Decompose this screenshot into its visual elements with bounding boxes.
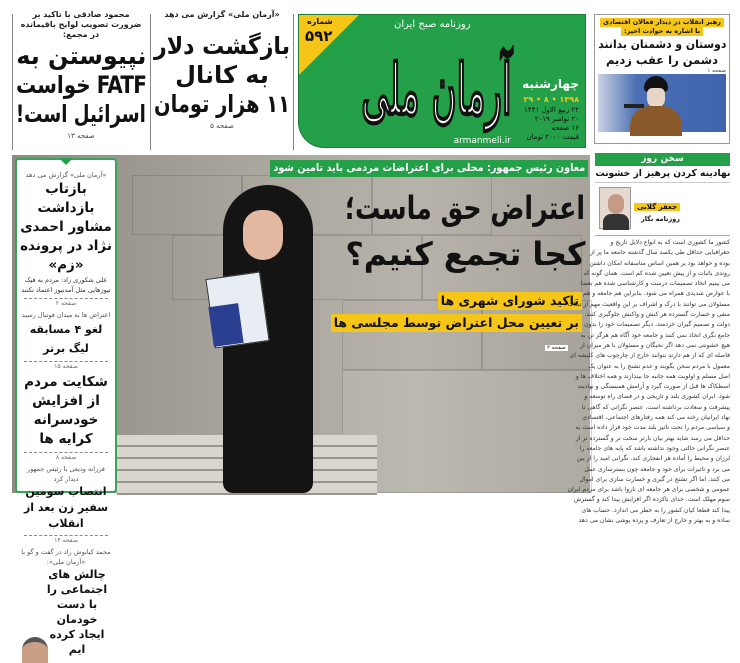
body-line: با عوارض شدیدی همراه می شود. بنابراین هم جامعه و هم xyxy=(583,290,730,298)
body-line: حداقل می رسد شاید بهتر بیان بارتر سخت تر و گسترده تر از xyxy=(575,434,730,442)
body-line: پیدا کند قطعا کیان کشور را به خطر می اندازد. حساب های xyxy=(581,506,730,514)
body-line: عمومی و شخصی برای هر جامعه ای ناروا باشد برای مردم ایران xyxy=(567,486,730,494)
story-headline-line: نپیوستن به xyxy=(15,42,147,70)
price: قیمت ۲۰۰۰ تومان xyxy=(526,133,579,141)
divider xyxy=(150,14,151,150)
body-line: منفی و خسارت گسترده هر کنش و واکنش جلوگیری کنند. xyxy=(584,311,730,319)
sidebar-item[interactable] xyxy=(20,464,112,544)
main-headline-line: کجا تجمع کنیم؟ xyxy=(344,235,586,273)
page-ref: صفحه ۱۴ xyxy=(24,535,108,544)
page-ref: صفحه ۵ xyxy=(210,122,234,130)
body-line: اصل مسلم و اولویت همه جانبه جا بیندازند و همه اختلاف ها و xyxy=(575,372,730,380)
story-headline-line: ۱۱ هزار تومان xyxy=(154,90,290,118)
page-ref: صفحه ۱ xyxy=(707,68,726,74)
body-line: عنصر نگرانی حالتی وجود نداشته باشد که پایه های جامعه را xyxy=(579,444,730,452)
masthead xyxy=(298,14,586,148)
body-line: کشور ما کشوری است که به انواع دلایل تاریخ و xyxy=(610,239,730,246)
story-headline-line: به کانال xyxy=(175,61,269,89)
body-line: می کنند. اما اگر تشنج در گیری و خسارت سازی برای اموال xyxy=(579,475,730,483)
author-name: جعفر گلابی xyxy=(634,203,680,211)
section-header: سخن روز xyxy=(595,153,730,166)
page-ref: صفحه ۱۵ xyxy=(24,361,108,370)
sidebar-sub: علی شکوری راد: مردم به فیک نیوزهایی مثل آمدنیوز اعتماد نکنند xyxy=(21,276,111,294)
sidebar-item[interactable] xyxy=(20,310,112,370)
divider xyxy=(12,14,13,150)
main-strap: معاون رئیس جمهور: محلی برای اعتراضات مردمی باید تامین شود xyxy=(270,160,588,177)
body-line: و سیاسی مردم را تحت تاثیر بلند مدت خود قرار داده است به xyxy=(575,424,730,432)
body-line: ساده و به بهتر و خارج از تعارف و پرده پوشی نشان می دهد xyxy=(578,517,730,525)
author-role: روزنامه نگار xyxy=(640,215,680,223)
body-line: نهاد ایرانیان رخنه می کند همه رفتارهای اجتماعی، اقتصادی xyxy=(582,414,730,422)
story-headline-line: دشمن را عقب زدیم xyxy=(605,53,718,67)
body-line: اسطکاک ها قبل از صورت گیرد و آرامش همبستگی و نهادینه xyxy=(577,383,730,391)
page-ref: صفحه ۲ xyxy=(24,298,108,307)
sidebar-item[interactable] xyxy=(20,373,112,461)
sidebar-headline: انتصاب سومین سفیر زن بعد از انقلاب xyxy=(23,485,109,530)
body-line: شود. ایران کشوری بلند و تاریخی و در فضای راه توسعه و xyxy=(584,393,730,401)
author-photo xyxy=(599,187,631,229)
body-line: معمول با مردم سخن بگویند و عدم تشنج را به عنوان یک xyxy=(588,362,730,370)
editorial-body xyxy=(567,235,730,526)
story-leader[interactable] xyxy=(594,14,730,144)
story-kicker: با اشاره به حوادث اخیر: xyxy=(621,27,703,36)
story-headline-line: اسرائیل است! xyxy=(15,100,147,128)
story-kicker: «آرمان ملی» گزارش می دهد xyxy=(164,10,280,19)
story-dollar[interactable] xyxy=(154,10,290,152)
story-headline-line: بازگشت دلار xyxy=(153,32,290,60)
sidebar-kicker: اعتراض ها به میدان فوتبال رسید xyxy=(21,311,111,319)
main-headline-line: اعتراض حق ماست؛ xyxy=(344,189,586,227)
page-ref: صفحه ۱۳ xyxy=(67,132,95,140)
body-line: جغرافیایی حداقل طی یکصد سال گذشته جامعه ما پر از xyxy=(590,249,730,257)
story-headline-line: FATF خواست xyxy=(15,71,147,99)
page-ref: صفحه ۸ xyxy=(24,452,108,461)
body-line: فاصله ای که از هم دارند بتوانند خارج از چارچوب های کلیشه ای xyxy=(569,352,730,360)
body-line: می برد و تاثیرات برای خود و جامعه چون بسترسازی عمل xyxy=(584,465,730,473)
main-headline[interactable] xyxy=(345,185,585,277)
page-count: ۱۶ صفحه xyxy=(551,124,579,132)
body-line: هیچ خشونتی نمی دهد اگر نخبگان و مسئولان با هر میزان از xyxy=(580,341,730,349)
main-subheadline: بر تعیین محل اعتراض توسط مجلسی ها xyxy=(331,314,582,332)
tagline: روزنامه صبح ایران xyxy=(394,19,471,30)
main-subheadline: تاکید شورای شهری ها xyxy=(438,292,582,310)
body-line: پیشرفت و سعادت برداشته است. عنصر نگرانی که گاهی تا xyxy=(581,403,730,411)
newspaper-logo: آرمان ملی xyxy=(360,48,512,131)
editorial-title: نهادینه کردن پرهیز از خشونت xyxy=(595,166,730,183)
sidebar-headline: لغو ۴ مسابقه لیگ برتر xyxy=(29,323,103,355)
story-fatf[interactable] xyxy=(16,10,146,152)
story-kicker: رهبر انقلاب در دیدار فعالان اقتصادی xyxy=(600,18,724,27)
issue-label: شماره xyxy=(307,17,333,26)
issue-number: ۵۹۲ xyxy=(305,27,333,45)
story-kicker: محمود صادقی با تاکید بر ضرورت تصویب لوایح باقیمانده در مجمع: xyxy=(20,10,142,39)
divider xyxy=(293,14,294,150)
sidebar-kicker: فرزانه ودیعی با رئیس جمهور دیدار کرد xyxy=(27,465,105,483)
date-lunar: ۲۲ ربیع الاول ۱۴۴۱ xyxy=(524,106,579,114)
body-line: لرزان و محیط را آماده هر انفجاری کند. نگرانی امید را از بین xyxy=(576,455,730,463)
news-sidebar xyxy=(15,158,117,656)
page-ref: صفحه ۲ xyxy=(547,345,566,351)
body-line: دولت و تصمیم گیران خردمند، دیگر تصمیمات خود را بدون xyxy=(584,321,730,329)
sidebar-item[interactable] xyxy=(20,170,112,307)
photo-subject xyxy=(205,185,330,493)
leader-photo xyxy=(598,74,726,132)
sidebar-headline: چالش های اجتماعی را با دست خودمان ایجاد کرده ایم xyxy=(46,568,108,656)
body-line: سوم مهلک است. خدای ناکرده اگر افزایش پیدا کند و گسترش xyxy=(573,496,730,504)
body-line: روندی باثبات و از پیش تعیین شده کم است. همان گونه که xyxy=(583,269,730,277)
body-line: مسئولان می توانند با درک و اشراف بر این واقعیت مهم از تبعات xyxy=(567,300,730,308)
day: چهارشنبه xyxy=(522,77,579,91)
sidebar-headline: بازتاب بازداشت مشاور احمدی نژاد در پرونده «زم» xyxy=(20,181,112,273)
author-block xyxy=(595,183,730,235)
interviewee-photo xyxy=(22,637,48,663)
story-headline-line: دوستان و دشمنان بدانند xyxy=(597,37,727,51)
body-line: جامع نگری اتخاذ نمی کنند و جامعه خود آگاه هم هرگز تن به xyxy=(580,331,730,339)
body-line: بوده و خواهد بود بر همین اساس متاسفانه امکان داشتن xyxy=(589,259,730,267)
sidebar-item[interactable] xyxy=(20,547,112,657)
sidebar-kicker: «آرمان ملی» گزارش می دهد xyxy=(25,171,107,179)
date-solar: ۱۳۹۸ • ۸ • ۲۹ xyxy=(523,95,579,104)
editorial-column[interactable] xyxy=(567,153,731,525)
body-line: می بینیم اتخاذ تصمیمات درست و کارشناسی شده هم بعضا xyxy=(580,280,730,288)
website-link[interactable]: armanmeli.ir xyxy=(453,136,511,146)
date-gregorian: ۲۰ نوامبر ۲۰۱۹ xyxy=(534,115,579,123)
sidebar-headline: شکایت مردم از افزایش خودسرانه کرایه ها xyxy=(24,374,108,447)
sidebar-kicker: محمد کیانوش راد در گفت و گو با «آرمان ملی»: xyxy=(21,548,111,566)
